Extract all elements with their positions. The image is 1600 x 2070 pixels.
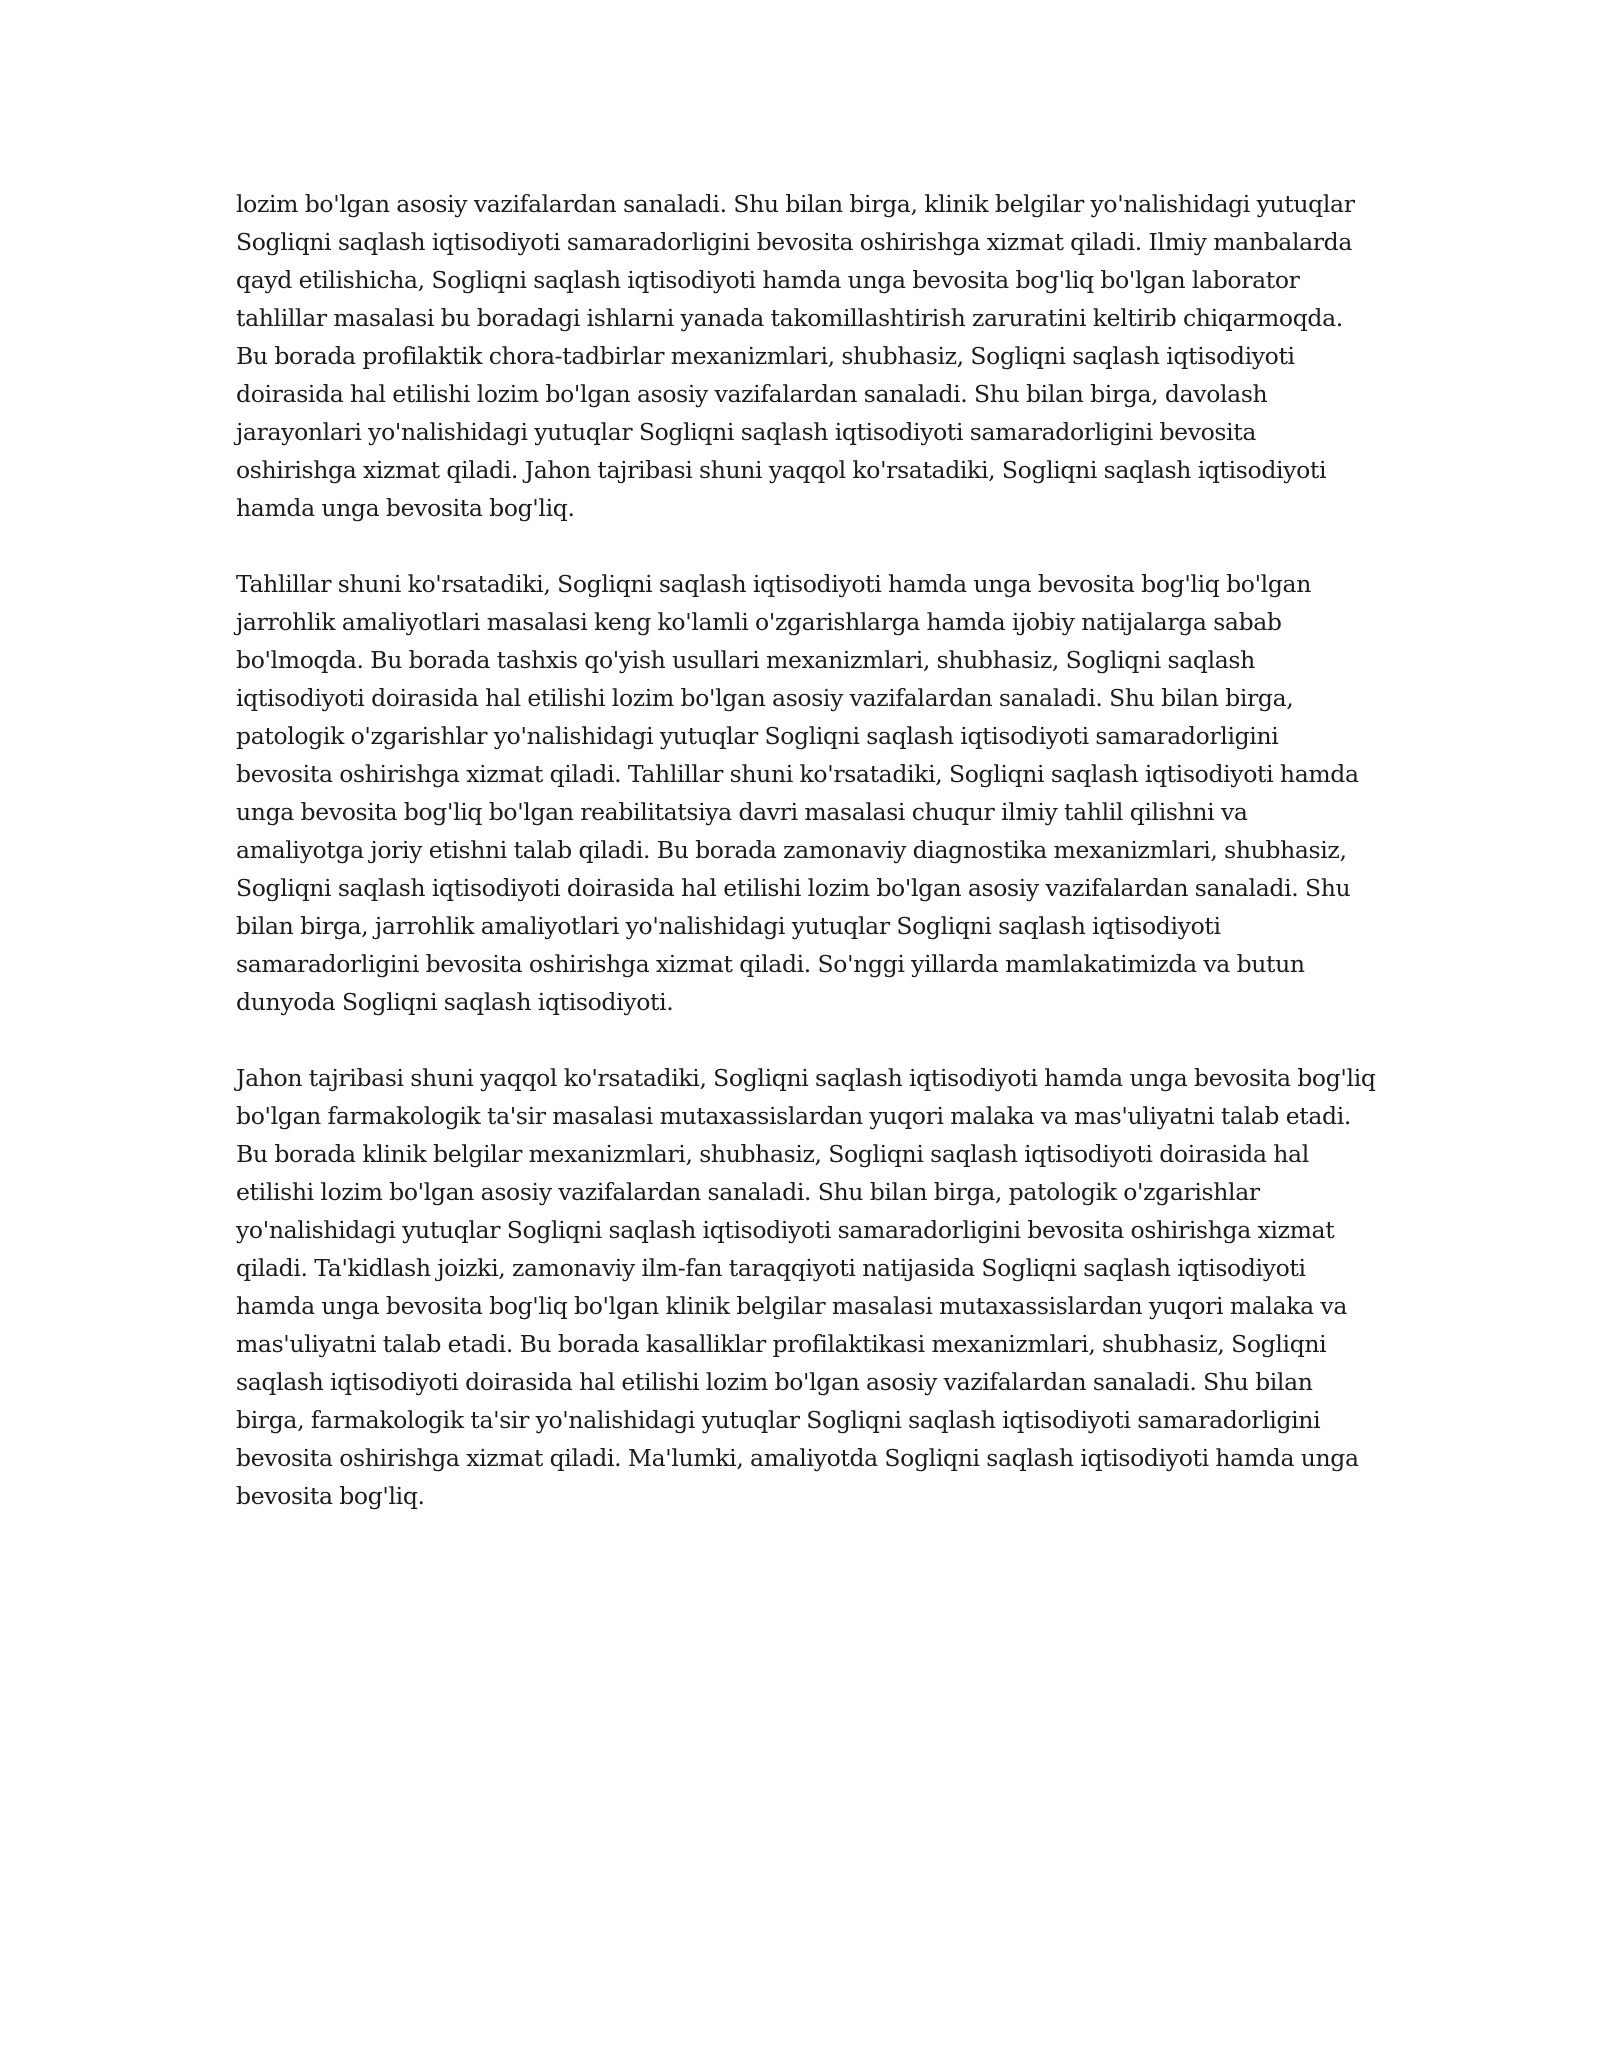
paragraph-3: Jahon tajribasi shuni yaqqol ko'rsatadiki, Sogliqni saqlash iqtisodiyoti hamda unga bevosita bog'liq bo'lgan farmakologik ta'sir masalasi mutaxassislardan yuqori malaka va mas'uliyatni talab etadi. Bu borada klinik belgilar mexanizmlari, shubhasiz, Sogliqni saqlash iqtisodiyoti doirasida hal etilishi lozim bo'lgan asosiy vazifalardan sanaladi. Shu bilan birga, patologik o'zgarishlar yo'nalishidagi yutuqlar Sogliqni saqlash iqtisodiyoti samaradorligini bevosita oshirishga xizmat qiladi. Ta'kidlash joizki, zamonaviy ilm-fan taraqqiyoti natijasida Sogliqni saqlash iqtisodiyoti hamda unga bevosita bog'liq bo'lgan klinik belgilar masalasi mutaxassislardan yuqori malaka va mas'uliyatni talab etadi. Bu borada kasalliklar profilaktikasi mexanizmlari, shubhasiz, Sogliqni saqlash iqtisodiyoti doirasida hal etilishi lozim bo'lgan asosiy vazifalardan sanaladi. Shu bilan birga, farmakologik ta'sir yo'nalishidagi yutuqlar Sogliqni saqlash iqtisodiyoti samaradorligini bevosita oshirishga xizmat qiladi. Ma'lumki, amaliyotda Sogliqni saqlash iqtisodiyoti hamda unga bevosita bog'liq. <box>236 1064 1376 1510</box>
paragraph-1: lozim bo'lgan asosiy vazifalardan sanaladi. Shu bilan birga, klinik belgilar yo'nalishidagi yutuqlar Sogliqni saqlash iqtisodiyoti samaradorligini bevosita oshirishga xizmat qiladi. Ilmiy manbalarda qayd etilishicha, Sogliqni saqlash iqtisodiyoti hamda unga bevosita bog'liq bo'lgan laborator tahlillar masalasi bu boradagi ishlarni yanada takomillashtirish zaruratini keltirib chiqarmoqda. Bu borada profilaktik chora-tadbirlar mexanizmlari, shubhasiz, Sogliqni saqlash iqtisodiyoti doirasida hal etilishi lozim bo'lgan asosiy vazifalardan sanaladi. Shu bilan birga, davolash jarayonlari yo'nalishidagi yutuqlar Sogliqni saqlash iqtisodiyoti samaradorligini bevosita oshirishga xizmat qiladi. Jahon tajribasi shuni yaqqol ko'rsatadiki, Sogliqni saqlash iqtisodiyoti hamda unga bevosita bog'liq. <box>236 190 1355 522</box>
paragraph-2: Tahlillar shuni ko'rsatadiki, Sogliqni saqlash iqtisodiyoti hamda unga bevosita bog'liq bo'lgan jarrohlik amaliyotlari masalasi keng ko'lamli o'zgarishlarga hamda ijobiy natijalarga sabab bo'lmoqda. Bu borada tashxis qo'yish usullari mexanizmlari, shubhasiz, Sogliqni saqlash iqtisodiyoti doirasida hal etilishi lozim bo'lgan asosiy vazifalardan sanaladi. Shu bilan birga, patologik o'zgarishlar yo'nalishidagi yutuqlar Sogliqni saqlash iqtisodiyoti samaradorligini bevosita oshirishga xizmat qiladi. Tahlillar shuni ko'rsatadiki, Sogliqni saqlash iqtisodiyoti hamda unga bevosita bog'liq bo'lgan reabilitatsiya davri masalasi chuqur ilmiy tahlil qilishni va amaliyotga joriy etishni talab qiladi. Bu borada zamonaviy diagnostika mexanizmlari, shubhasiz, Sogliqni saqlash iqtisodiyoti doirasida hal etilishi lozim bo'lgan asosiy vazifalardan sanaladi. Shu bilan birga, jarrohlik amaliyotlari yo'nalishidagi yutuqlar Sogliqni saqlash iqtisodiyoti samaradorligini bevosita oshirishga xizmat qiladi. So'nggi yillarda mamlakatimizda va butun dunyoda Sogliqni saqlash iqtisodiyoti. <box>236 570 1359 1016</box>
document-body <box>236 185 1376 1553</box>
